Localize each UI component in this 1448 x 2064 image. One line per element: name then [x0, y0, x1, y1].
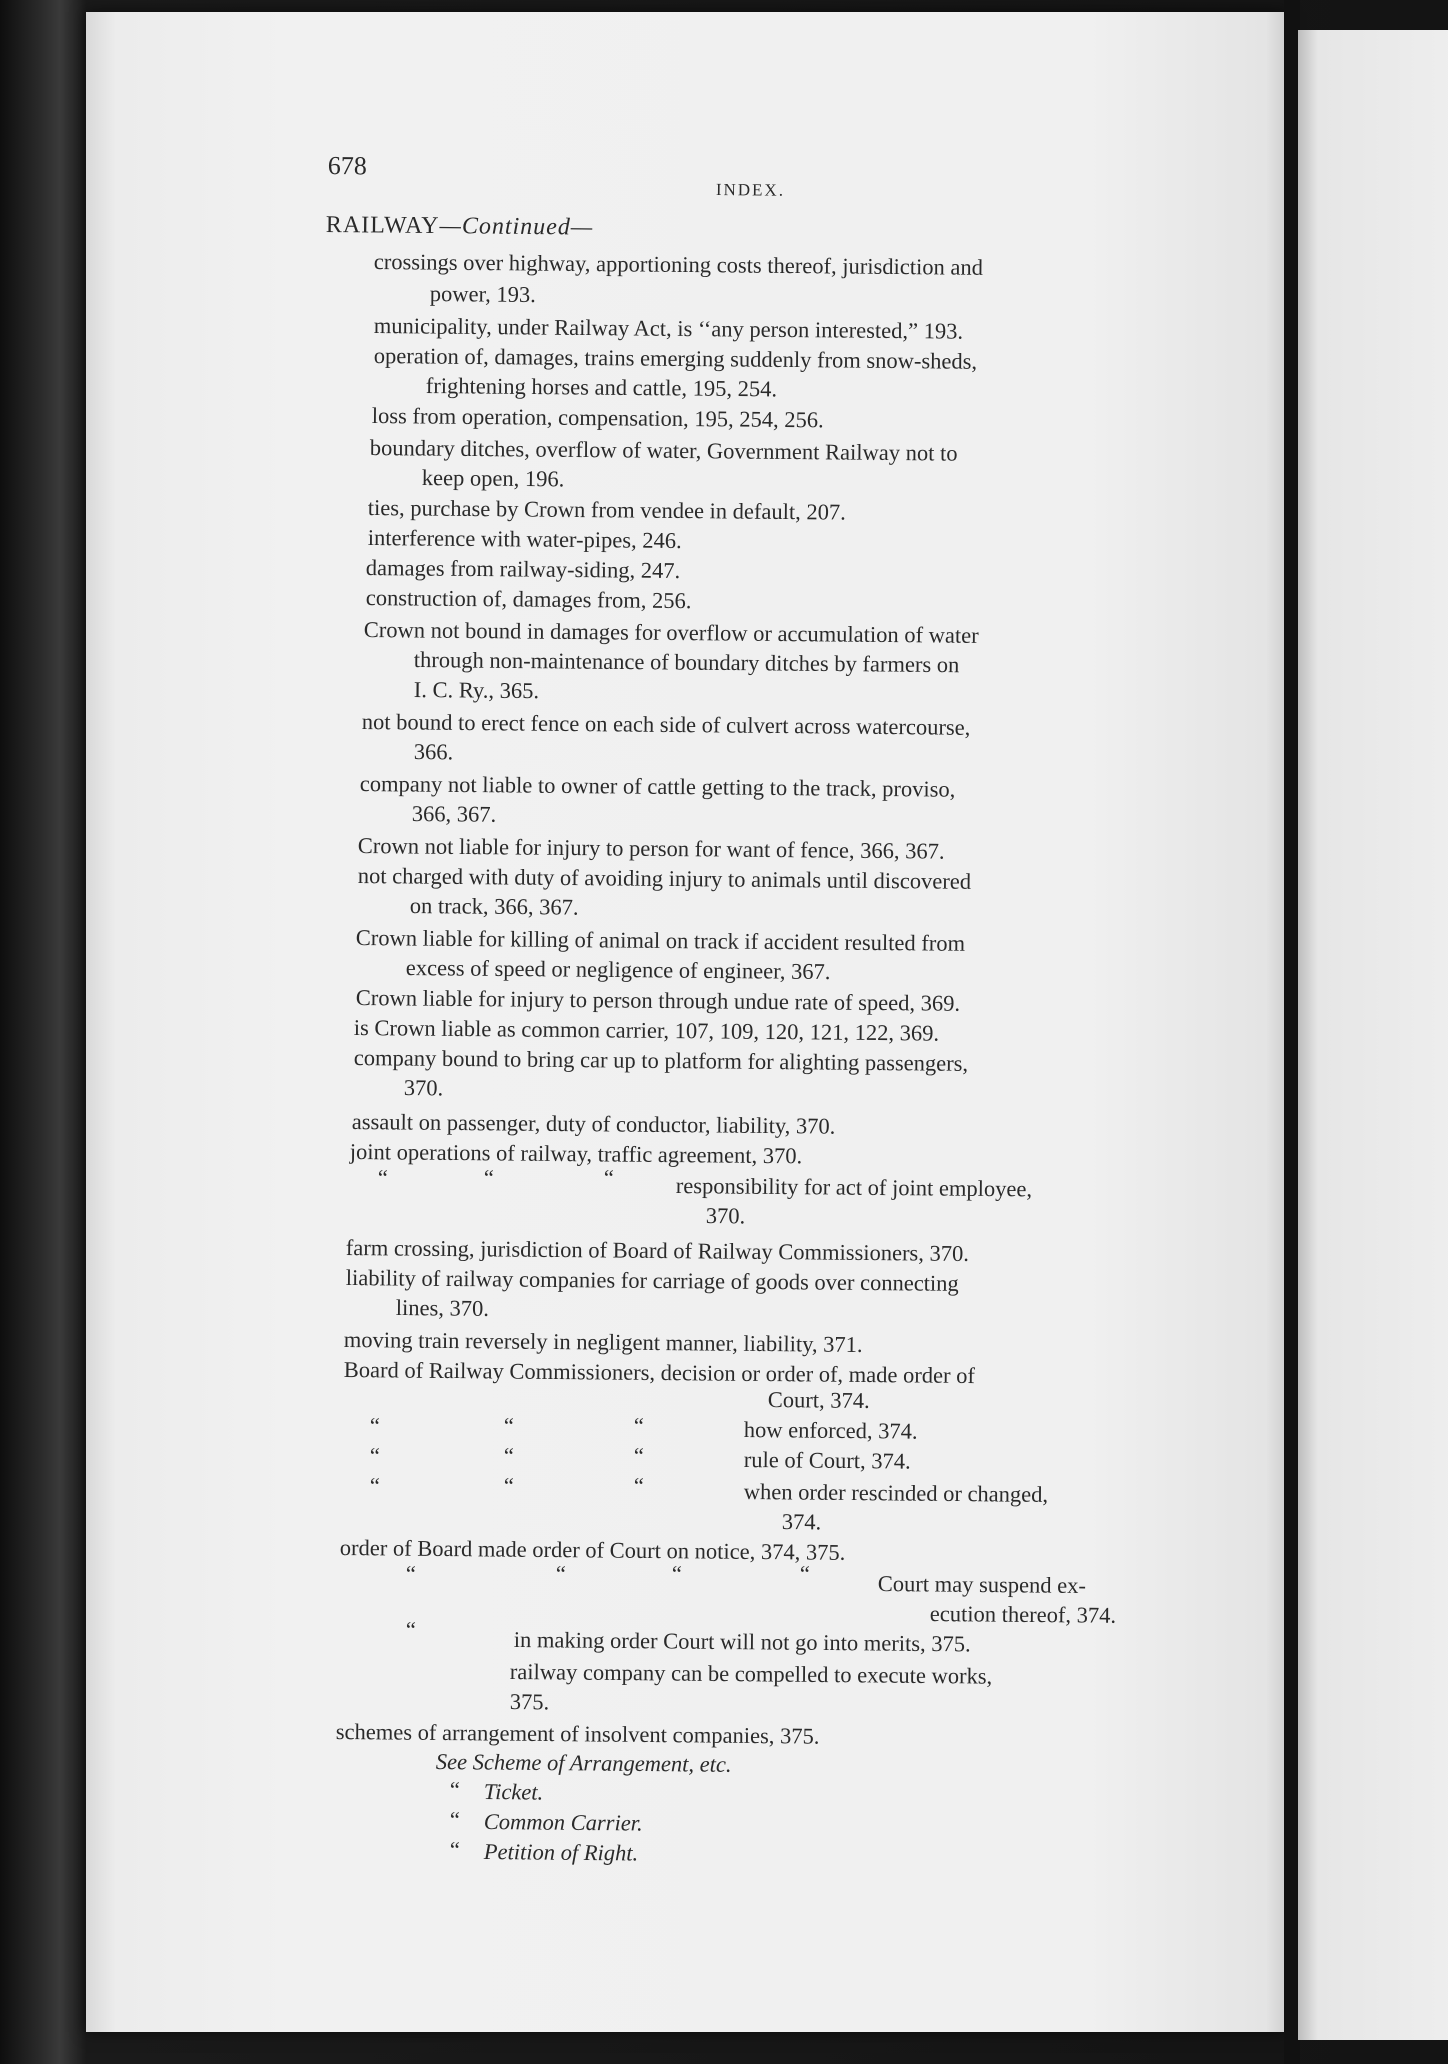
index-line: how enforced, 374. — [743, 1417, 918, 1444]
ditto-mark: “ — [799, 1561, 810, 1587]
ditto-mark: “ — [449, 1777, 460, 1803]
see-also-line: See Scheme of Arrangement, etc. — [435, 1749, 732, 1777]
index-line: rule of Court, 374. — [743, 1447, 911, 1474]
index-line: 370. — [705, 1203, 746, 1229]
ditto-mark: “ — [503, 1413, 514, 1439]
ditto-mark: “ — [369, 1443, 380, 1469]
index-line: on track, 366, 367. — [409, 892, 579, 920]
index-line: schemes of arrangement of insolvent companies, 375. — [335, 1719, 820, 1749]
index-line: 370. — [403, 1075, 444, 1101]
see-also-line: Petition of Right. — [483, 1839, 639, 1866]
ditto-mark: “ — [603, 1165, 614, 1191]
index-line: Court, 374. — [767, 1387, 870, 1413]
index-line: in making order Court will not go into merits, 375. — [513, 1627, 971, 1657]
ditto-mark: “ — [555, 1561, 566, 1587]
ditto-mark: “ — [405, 1561, 416, 1587]
index-line: 366. — [413, 738, 454, 765]
index-line: railway company can be compelled to execute works, — [509, 1659, 993, 1689]
index-line: Crown liable for killing of animal on track if accident resulted from — [355, 924, 966, 956]
ditto-mark: “ — [503, 1443, 514, 1469]
index-line: not bound to erect fence on each side of culvert across watercourse, — [361, 708, 971, 740]
index-line: liability of railway companies for carriage of goods over connecting — [345, 1265, 959, 1296]
ditto-mark: “ — [405, 1617, 416, 1643]
ditto-mark: “ — [503, 1473, 514, 1499]
index-line: not charged with duty of avoiding injury to animals until discovered — [357, 862, 972, 894]
ditto-mark: “ — [633, 1413, 644, 1439]
entry-heading — [326, 212, 594, 242]
ditto-mark: “ — [369, 1413, 380, 1439]
index-line: power, 193. — [429, 280, 536, 308]
index-line: is Crown liable as common carrier, 107, 109, 120, 121, 122, 369. — [353, 1014, 940, 1046]
ditto-mark: “ — [483, 1165, 494, 1191]
index-line: keep open, 196. — [421, 464, 565, 492]
index-line: ecution thereof, 374. — [929, 1601, 1117, 1628]
index-line: boundary ditches, overflow of water, Government Railway not to — [369, 434, 958, 466]
index-line: excess of speed or negligence of engineer, 367. — [405, 954, 831, 985]
ditto-mark: “ — [633, 1443, 644, 1469]
index-line: interference with water-pipes, 246. — [367, 524, 682, 554]
heading-continued: —Continued— — [439, 213, 594, 241]
index-line: 366, 367. — [411, 800, 497, 827]
index-line: 375. — [509, 1689, 550, 1715]
index-line: crossings over highway, apportioning costs thereof, jurisdiction and — [373, 248, 984, 280]
heading-word: RAILWAY — [325, 212, 440, 240]
index-line: construction of, damages from, 256. — [365, 584, 692, 614]
index-line: when order rescinded or changed, — [743, 1479, 1049, 1507]
index-line: moving train reversely in negligent manner, liability, 371. — [343, 1327, 863, 1357]
index-line: assault on passenger, duty of conductor, liability, 370. — [351, 1109, 836, 1139]
page-number: 678 — [327, 151, 368, 181]
index-line: frightening horses and cattle, 195, 254. — [425, 372, 778, 402]
ditto-mark: “ — [671, 1561, 682, 1587]
index-line: operation of, damages, trains emerging suddenly from snow-sheds, — [373, 342, 978, 374]
index-line: Crown liable for injury to person through undue rate of speed, 369. — [355, 984, 961, 1016]
index-line: joint operations of railway, traffic agreement, 370. — [349, 1139, 803, 1169]
index-line: municipality, under Railway Act, is ‘‘any person interested,” 193. — [373, 312, 964, 344]
running-head: INDEX. — [715, 179, 786, 200]
index-line: loss from operation, compensation, 195, 254, 256. — [371, 402, 824, 433]
index-line: I. C. Ry., 365. — [413, 676, 540, 704]
index-line: responsibility for act of joint employee, — [675, 1173, 1033, 1202]
index-line: Court may suspend ex- — [877, 1571, 1087, 1598]
index-line: Board of Railway Commissioners, decision or order of, made order of — [343, 1357, 976, 1389]
index-line: lines, 370. — [395, 1295, 490, 1321]
index-line: company bound to bring car up to platform for alighting passengers, — [353, 1045, 969, 1076]
index-line: farm crossing, jurisdiction of Board of Railway Commissioners, 370. — [345, 1235, 970, 1266]
index-line: ties, purchase by Crown from vendee in default, 207. — [367, 494, 846, 525]
index-line: damages from railway-siding, 247. — [365, 554, 681, 584]
ditto-mark: “ — [449, 1807, 460, 1833]
index-line: order of Board made order of Court on notice, 374, 375. — [339, 1535, 846, 1565]
index-line: Crown not liable for injury to person for want of fence, 366, 367. — [357, 832, 945, 864]
see-also-line: Common Carrier. — [483, 1809, 643, 1836]
index-line: 374. — [781, 1509, 822, 1535]
index-line: company not liable to owner of cattle getting to the track, proviso, — [359, 770, 956, 802]
index-line: through non-maintenance of boundary ditches by farmers on — [413, 646, 960, 678]
index-line: Crown not bound in damages for overflow or accumulation of water — [363, 616, 979, 648]
see-also-line: Ticket. — [483, 1779, 544, 1805]
ditto-mark: “ — [369, 1473, 380, 1499]
ditto-mark: “ — [377, 1165, 388, 1191]
ditto-mark: “ — [633, 1473, 644, 1499]
ditto-mark: “ — [449, 1837, 460, 1863]
